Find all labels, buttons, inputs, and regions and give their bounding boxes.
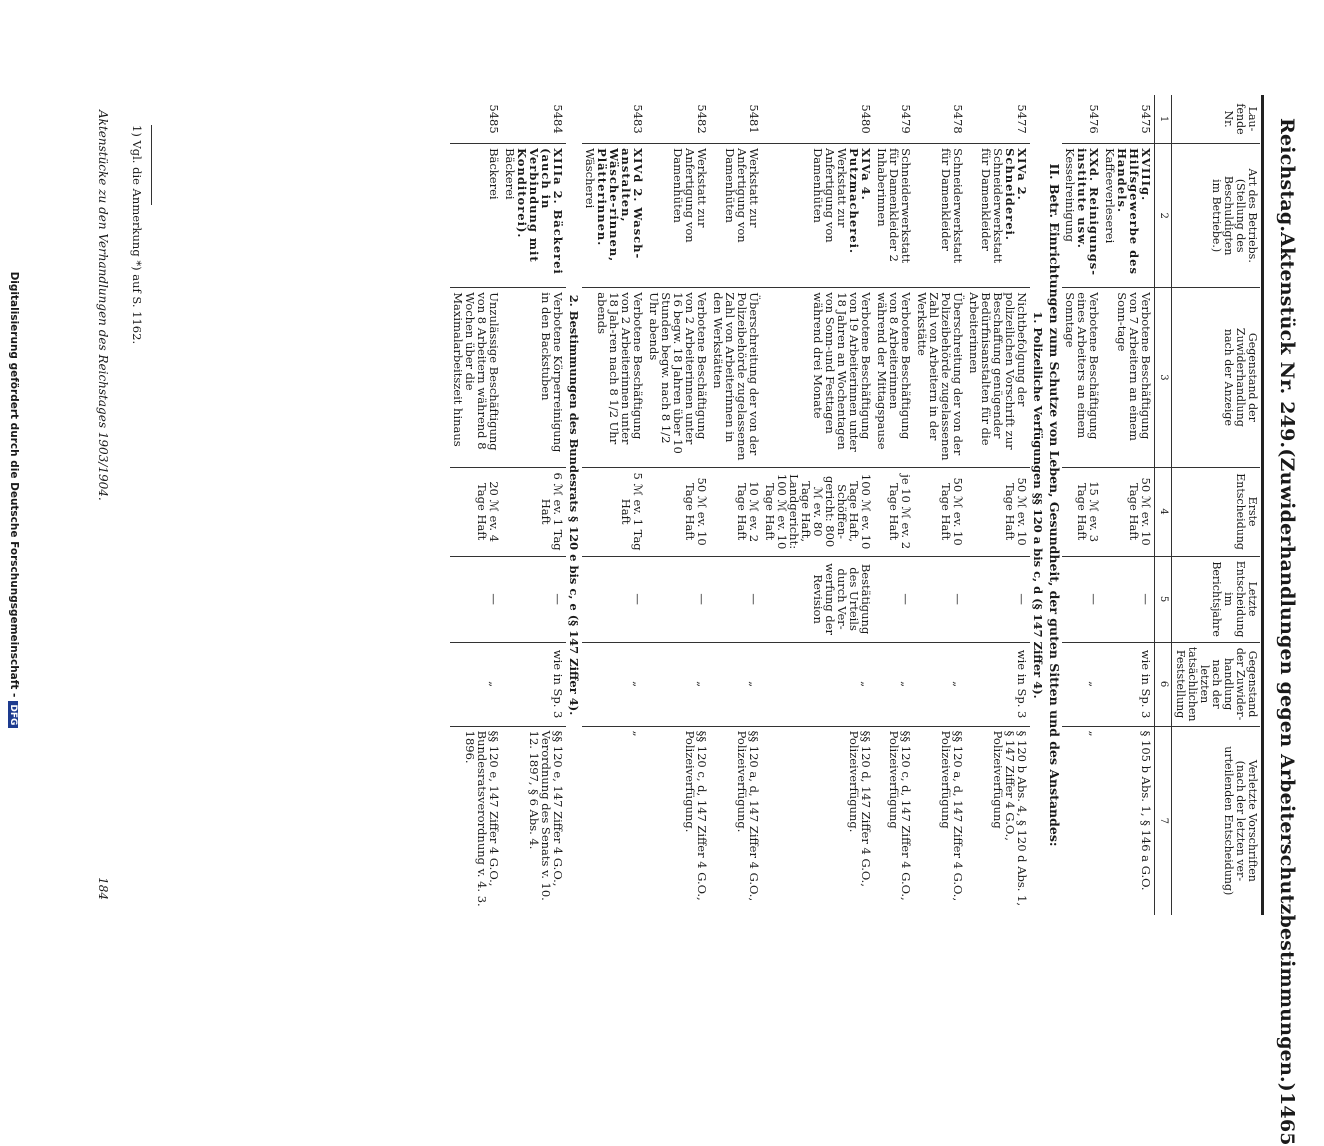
cell-business bbox=[762, 144, 874, 288]
subsection-heading bbox=[1030, 95, 1046, 915]
business-type: Werkstatt zur Anfertigung von Damenhüten bbox=[811, 148, 849, 243]
cell-c5: — bbox=[1062, 556, 1102, 642]
section-heading-text: II. Betr. Einrichtungen zum Schutze von Leben, Gesundheit, der guten Sitten und des Anstandes: bbox=[1047, 163, 1062, 847]
business-type: Schneiderwerkstatt für Damenkleider bbox=[939, 148, 965, 264]
cell-c5: — bbox=[1102, 556, 1155, 642]
cell-c6: „ bbox=[874, 642, 914, 726]
cell-business bbox=[450, 144, 502, 288]
cell-c6: wie in Sp. 3 bbox=[1102, 642, 1155, 726]
table-row bbox=[582, 95, 646, 915]
cell-c7: § 120 b Abs. 4, § 120 d Abs. 1, § 147 Ziffer 4 G.O., Polizeiverfügung bbox=[966, 726, 1030, 915]
cell-c3: Überschreitung der von der Polizeibehörde zugelassenen Zahl von Arbeitern in der Werkstätte bbox=[914, 288, 966, 467]
footnote: 1) Vgl. die Anmerkung *) auf S. 1162. bbox=[130, 125, 144, 345]
cell-c5: — bbox=[646, 556, 710, 642]
cell-c5: — bbox=[874, 556, 914, 642]
cell-c6: „ bbox=[914, 642, 966, 726]
col-head-6: Gegenstand der Zuwider- handlung nach der letzten tatsächlichen Feststellung bbox=[1172, 642, 1261, 726]
cell-c4: 50 ℳ ev. 10 Tage Haft bbox=[646, 467, 710, 556]
cell-c4: 20 ℳ ev. 4 Tage Haft bbox=[450, 467, 502, 556]
cell-business bbox=[646, 144, 710, 288]
col-head-3: Gegenstand der Zuwiderhandlung nach der Anzeige bbox=[1172, 288, 1261, 467]
cell-c7: §§ 120 e, 147 Ziffer 4 G.O., Verordnung des Senats v. 10. 12. 1897, § 6 Abs. 4. bbox=[502, 726, 566, 915]
footer-title: Aktenstücke zu den Verhandlungen des Reichstages 1903/1904. bbox=[96, 110, 110, 501]
col-num: 5 bbox=[1155, 556, 1172, 642]
cell-business bbox=[710, 144, 762, 288]
business-type: Wäscherei bbox=[583, 148, 597, 209]
cell-c5: — bbox=[502, 556, 566, 642]
cell-nr: 5481 bbox=[747, 104, 761, 134]
business-type: Werkstatt zur Anfertigung von Damenhüten bbox=[671, 148, 709, 243]
table-row bbox=[914, 95, 966, 915]
cell-c7: §§ 120 e, 147 Ziffer 4 G.O., Bundesratsverordnung v. 4. 3. 1896. bbox=[450, 726, 502, 915]
cell-c3: Verbotene Beschäftigung von 19 Arbeiterinnen unter 18 Jahren an Wochentagen von Sonn-und Festtagen während drei Monate bbox=[762, 288, 874, 467]
subsection-heading-text: 2. Bestimmungen des Bundesrats § 120 e bis c, e (§ 147 Ziffer 4). bbox=[567, 294, 581, 716]
offence-table bbox=[450, 95, 1260, 915]
cell-business bbox=[582, 144, 646, 288]
cell-c7: „ bbox=[582, 726, 646, 915]
cell-c6: „ bbox=[450, 642, 502, 726]
cell-c5: — bbox=[914, 556, 966, 642]
business-type: Werkstatt zur Anfertigung von Damenhüten bbox=[723, 148, 761, 243]
cell-nr: 5485 bbox=[487, 104, 501, 134]
cell-nr: 5476 bbox=[1087, 104, 1101, 134]
cell-c6: „ bbox=[762, 642, 874, 726]
business-type: Kaffeeverleserei bbox=[1103, 148, 1117, 244]
cell-c7: §§ 120 a, d, 147 Ziffer 4 G.O., Polizeiverfügung. bbox=[710, 726, 762, 915]
cell-nr: 5482 bbox=[695, 104, 709, 134]
header-rule bbox=[1261, 95, 1264, 915]
table-row bbox=[710, 95, 762, 915]
page-footer bbox=[96, 110, 110, 900]
cell-c3: Verbotene Körperreinigung in den Backstuben bbox=[502, 288, 566, 467]
cell-business bbox=[874, 144, 914, 288]
col-num: 6 bbox=[1155, 642, 1172, 726]
cell-c4: 15 ℳ ev. 3 Tage Haft bbox=[1062, 467, 1102, 556]
cell-c7: §§ 120 c, d, 147 Ziffer 4 G.O., Polizeiverfügung bbox=[874, 726, 914, 915]
trade-group-label: XVIIIg. Hilfsgewerbe des Handels. bbox=[1115, 148, 1153, 275]
digitization-credit bbox=[8, 0, 20, 1000]
business-type: Schneiderwerkstatt für Damenkleider 2 Inhaberinnen bbox=[875, 148, 913, 264]
cell-c4: 6 ℳ ev. 1 Tag Haft bbox=[502, 467, 566, 556]
cell-c7: §§ 120 a, d, 147 Ziffer 4 G.O., Polizeiverfügung bbox=[914, 726, 966, 915]
table-row bbox=[762, 95, 874, 915]
table-row bbox=[966, 95, 1030, 915]
trade-group-label: XIVa 2. Schneiderei. bbox=[1003, 148, 1029, 241]
trade-group-label: XIVa 4. Putzmacherei. bbox=[847, 148, 873, 254]
cell-nr: 5483 bbox=[631, 104, 645, 134]
cell-c4: 50 ℳ ev. 10 Tage Haft bbox=[914, 467, 966, 556]
cell-c6: „ bbox=[582, 642, 646, 726]
cell-c3: Verbotene Beschäftigung von 7 Arbeitern an einem Sonn-tage bbox=[1102, 288, 1155, 467]
cell-c7: §§ 120 d, 147 Ziffer 4 G.O., Polizeiverfügung. bbox=[762, 726, 874, 915]
cell-c4: 10 ℳ ev. 2 Tage Haft bbox=[710, 467, 762, 556]
footnote-rule bbox=[151, 125, 152, 205]
cell-c5: — bbox=[450, 556, 502, 642]
trade-group-label: XXd. Reinigungs-institute usw. bbox=[1075, 148, 1101, 276]
table-row bbox=[450, 95, 502, 915]
col-num: 1 bbox=[1155, 95, 1172, 144]
cell-business bbox=[914, 144, 966, 288]
subsection-heading-text: 1. Polizeiliche Verfügungen §§ 120 a bis c, d (§ 147 Ziffer 4). bbox=[1031, 311, 1045, 699]
cell-c7: § 105 b Abs. 1, § 146 a G.O. bbox=[1102, 726, 1155, 915]
cell-nr: 5480 bbox=[859, 104, 873, 134]
col-num: 7 bbox=[1155, 726, 1172, 915]
cell-c3: Überschreitung der von der Polizeibehörde zugelassenen Zahl von Arbeiterinnen in den Werkstätten bbox=[710, 288, 762, 467]
cell-c4: 50 ℳ ev. 10 Tage Haft bbox=[1102, 467, 1155, 556]
page-number: 1465 bbox=[1276, 1092, 1298, 1146]
table-row bbox=[502, 95, 566, 915]
cell-c6: wie in Sp. 3 bbox=[966, 642, 1030, 726]
cell-c5: — bbox=[966, 556, 1030, 642]
cell-business bbox=[1102, 144, 1155, 288]
cell-c3: Unzulässige Beschäftigung von 8 Arbeitern während 8 Wochen über die Maximalarbeitszeit hinaus bbox=[450, 288, 502, 467]
col-num: 3 bbox=[1155, 288, 1172, 467]
cell-c4: 5 ℳ ev. 1 Tag Haft bbox=[582, 467, 646, 556]
cell-c5: — bbox=[710, 556, 762, 642]
cell-c7: §§ 120 c, d, 147 Ziffer 4 G.O., Polizeiverfügung. bbox=[646, 726, 710, 915]
col-head-1: Lau- fende Nr. bbox=[1222, 103, 1259, 135]
cell-c3: Verbotene Beschäftigung von 2 Arbeiterinnen unter 18 Jah-ren nach 8 1/2 Uhr abends bbox=[582, 288, 646, 467]
trade-group-label: XIVd 2. Wasch-anstalten, Wäsche-rinnen, Plätterinnen. bbox=[595, 148, 645, 263]
header-title: (Zuwiderhandlungen gegen Arbeiterschutzbestimmungen.) bbox=[1276, 448, 1298, 1092]
col-head-4: Erste Entscheidung bbox=[1172, 467, 1261, 556]
cell-nr: 5475 bbox=[1139, 104, 1153, 134]
business-type: Bäckerei bbox=[503, 148, 517, 200]
col-num: 4 bbox=[1155, 467, 1172, 556]
cell-nr: 5477 bbox=[1015, 104, 1029, 134]
cell-nr: 5479 bbox=[899, 104, 913, 134]
cell-c6: wie in Sp. 3 bbox=[502, 642, 566, 726]
col-num: 2 bbox=[1155, 144, 1172, 288]
cell-business bbox=[1062, 144, 1102, 288]
col-head-7: Verletzte Vorschriften (nach der letzten ver- urteilenden Entscheidung) bbox=[1172, 726, 1261, 915]
col-head-2: Art des Betriebs. (Stellung des Beschuldigten im Betriebe.) bbox=[1172, 144, 1261, 288]
cell-c3: Verbotene Beschäftigung von 2 Arbeiterinnen unter 16 begw. 18 Jahren über 10 Stunden begw. nach 8 1/2 Uhr abends bbox=[646, 288, 710, 467]
business-type: Bäckerei bbox=[487, 148, 501, 200]
cell-c3: Nichtbefolgung der polizeilichen Vorschrift zur Beschaffung genügender Bedürfnisanstalten für die Arbeiterinnen bbox=[966, 288, 1030, 467]
dfg-logo: DFG bbox=[8, 701, 18, 728]
header-center: Aktenstück Nr. 249. bbox=[1276, 232, 1298, 449]
business-type: Schneiderwerkstatt für Damenkleider bbox=[979, 148, 1005, 264]
section-heading bbox=[1046, 95, 1062, 915]
cell-c3: Verbotene Beschäftigung eines Arbeiters an einem Sonntage bbox=[1062, 288, 1102, 467]
page-header bbox=[1276, 118, 1298, 1146]
col-head-5: Letzte Entscheidung im Berichtsjahre bbox=[1172, 556, 1261, 642]
subsection-heading bbox=[566, 95, 582, 915]
cell-c6: „ bbox=[1062, 642, 1102, 726]
cell-c5: Bestätigung des Urteils durch Ver-werfung der Revision bbox=[762, 556, 874, 642]
cell-c4: 50 ℳ ev. 10 Tage Haft bbox=[966, 467, 1030, 556]
table-row bbox=[1062, 95, 1102, 915]
trade-group-label: XIIIa 2. Bäckerei (auch in Verbindung mit Konditorei). bbox=[515, 148, 565, 275]
credit-text: Digitalisierung gefördert durch die Deutsche Forschungsgemeinschaft - bbox=[8, 271, 20, 698]
cell-c6: „ bbox=[710, 642, 762, 726]
table-row bbox=[1102, 95, 1155, 915]
footer-sheet-number: 184 bbox=[96, 877, 110, 900]
column-header-row bbox=[1172, 95, 1261, 915]
table-row bbox=[874, 95, 914, 915]
cell-c7: „ bbox=[1062, 726, 1102, 915]
business-type: Kesselreinigung bbox=[1063, 148, 1077, 243]
cell-business bbox=[966, 144, 1030, 288]
column-number-row bbox=[1155, 95, 1172, 915]
cell-business bbox=[502, 144, 566, 288]
cell-c4: je 10 ℳ ev. 2 Tage Haft bbox=[874, 467, 914, 556]
header-left: Reichstag. bbox=[1276, 118, 1298, 233]
cell-c5: — bbox=[582, 556, 646, 642]
cell-nr: 5484 bbox=[551, 104, 565, 134]
cell-c6: „ bbox=[646, 642, 710, 726]
cell-nr: 5478 bbox=[951, 104, 965, 134]
table-row bbox=[646, 95, 710, 915]
cell-c3: Verbotene Beschäftigung von 8 Arbeiterinnen während der Mittagspause bbox=[874, 288, 914, 467]
cell-c4: 100 ℳ ev. 10 Tage Haft, Schöffen-gericht: 800 ℳ ev. 80 Tage Haft, Landgericht: 100 ℳ ev. 10 Tage Haft bbox=[762, 467, 874, 556]
